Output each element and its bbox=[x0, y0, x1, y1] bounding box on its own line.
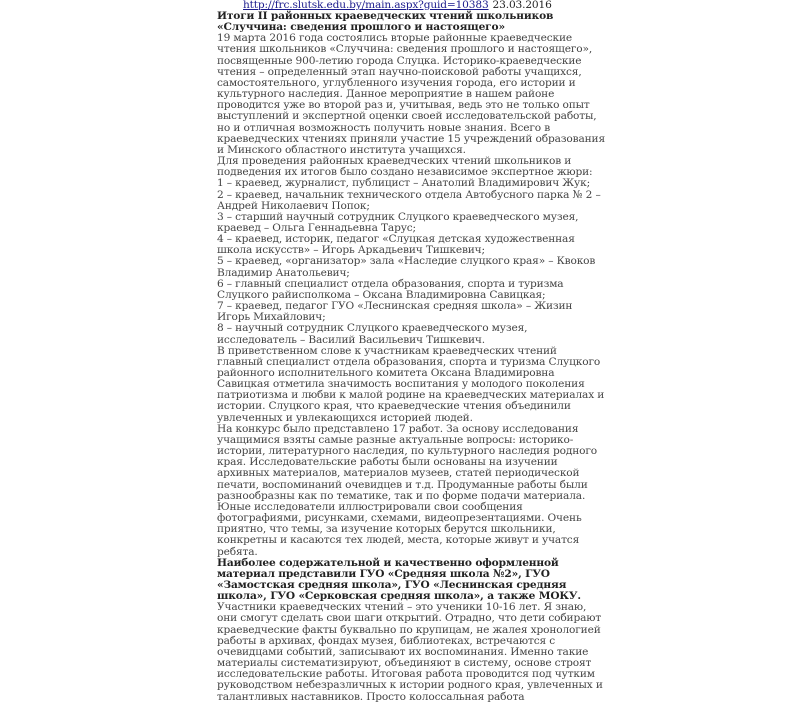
jury-member: 8 – научный сотрудник Слуцкого краеведческого музея, исследователь – Василий Васильевич Тишкевич. bbox=[217, 322, 528, 346]
publication-date: 23.03.2016 bbox=[492, 0, 552, 11]
jury-member: 4 – краевед, историк, педагог «Слуцкая детская художественная школа искусств» – Игорь Аркадьевич Тишкевич; bbox=[217, 233, 575, 257]
intro-paragraph: 19 марта 2016 года состоялись вторые районные краеведческие чтения школьников «Случчина: сведения прошлого и настоящего», посвященные 900-летию города Слуцка. Историко-краеведческие чтения – определенный этап научно-поисковой работы учащихся, самостоятельного, углубленного изучения города, его истории и культурного наследия. Данное мероприятие в нашем районе проводится уже во второй раз и, учитывая, ведь это не только опыт выступлений и экспертной оценки своей исследовательской работы, но и отличная возможность получить новые знания. Всего в краеведческих чтениях приняли участие 15 учреждений образования и Минского областного института учащихся. bbox=[217, 32, 605, 156]
document-body bbox=[217, 0, 606, 703]
jury-member: 3 – старший научный сотрудник Слуцкого краеведческого музея, краевед – Ольга Геннадьевна Тарус; bbox=[217, 210, 579, 234]
jury-intro: Для проведения районных краеведческих чтений школьников и подведения их итогов было создано независимое экспертное жюри: bbox=[217, 155, 593, 179]
jury-member: 5 – краевед, «организатор» зала «Наследие слуцкого края» – Квоков Владимир Анатольевич; bbox=[217, 255, 596, 279]
jury-member: 2 – краевед, начальник технического отдела Автобусного парка № 2 – Андрей Николаевич Попок; bbox=[217, 188, 601, 212]
source-url-link[interactable]: http://frc.slutsk.edu.by/main.aspx?guid=10383 bbox=[243, 0, 489, 11]
final-paragraph: Участники краеведческих чтений – это ученики 10-16 лет. Я знаю, они смогут сделать свои шаги открытий. Отрадно, что дети собирают краеведческие факты буквально по крупицам, не жалея хронологией работы в архивах, фондах музея, библиотеках, встречаются с очевидцами событий, записывают их воспоминания. Именно такие материалы систематизируют, объединяют в систему, основе строят исследовательские работы. Итоговая работа проводится под чутким руководством небезразличных к истории родного края, увлеченных и талантливых наставников. Просто колоссальная работа bbox=[217, 601, 603, 703]
article-title: Итоги II районных краеведческих чтений школьников «Случчина: сведения прошлого и настоящего» bbox=[217, 10, 554, 34]
jury-member: 6 – главный специалист отдела образования, спорта и туризма Слуцкого райисполкома – Оксана Владимировна Савицкая; bbox=[217, 277, 564, 301]
jury-member: 7 – краевед, педагог ГУО «Леснинская средняя школа» – Жизин Игорь Михайлович; bbox=[217, 300, 573, 324]
jury-member: 1 – краевед, журналист, публицист – Анатолий Владимирович Жук; bbox=[217, 177, 591, 190]
opening-paragraph: В приветственном слове к участникам краеведческих чтений главный специалист отдела образования, спорта и туризма Слуцкого районного исполнительного комитета Оксана Владимировна Савицкая отметила значимость воспитания у молодого поколения патриотизма и любви к малой родине на краеведческих материалах и истории. Слуцкого края, что краеведческие чтения объединили увлеченных и увлекающихся историей людей. bbox=[217, 344, 605, 424]
results-paragraph: На конкурс было представлено 17 работ. За основу исследования учащимися взяты самые разные актуальные вопросы: историко-истории, литературного наследия, по культурного наследия родного края. Исследовательские работы были основаны на изучении архивных материалов, материалов музеев, статей периодической печати, воспоминаний очевидцев и т.д. Продуманные работы были разнообразны как по тематике, так и по форме подачи материала. Юные исследователи иллюстрировали свои сообщения фотографиями, рисунками, схемами, видеопрезентациями. Очень приятно, что темы, за изучение которых берутся школьники, конкретны и касаются тех людей, места, которые живут и учатся ребята. bbox=[217, 422, 597, 558]
best-works-paragraph: Наиболее содержательной и качественно оформленной материал представили ГУО «Средняя школа №2», ГУО «Замостская средняя школа», ГУО «Леснинская средняя школа», ГУО «Серковская средняя школа», а также МОКУ. bbox=[217, 556, 581, 603]
